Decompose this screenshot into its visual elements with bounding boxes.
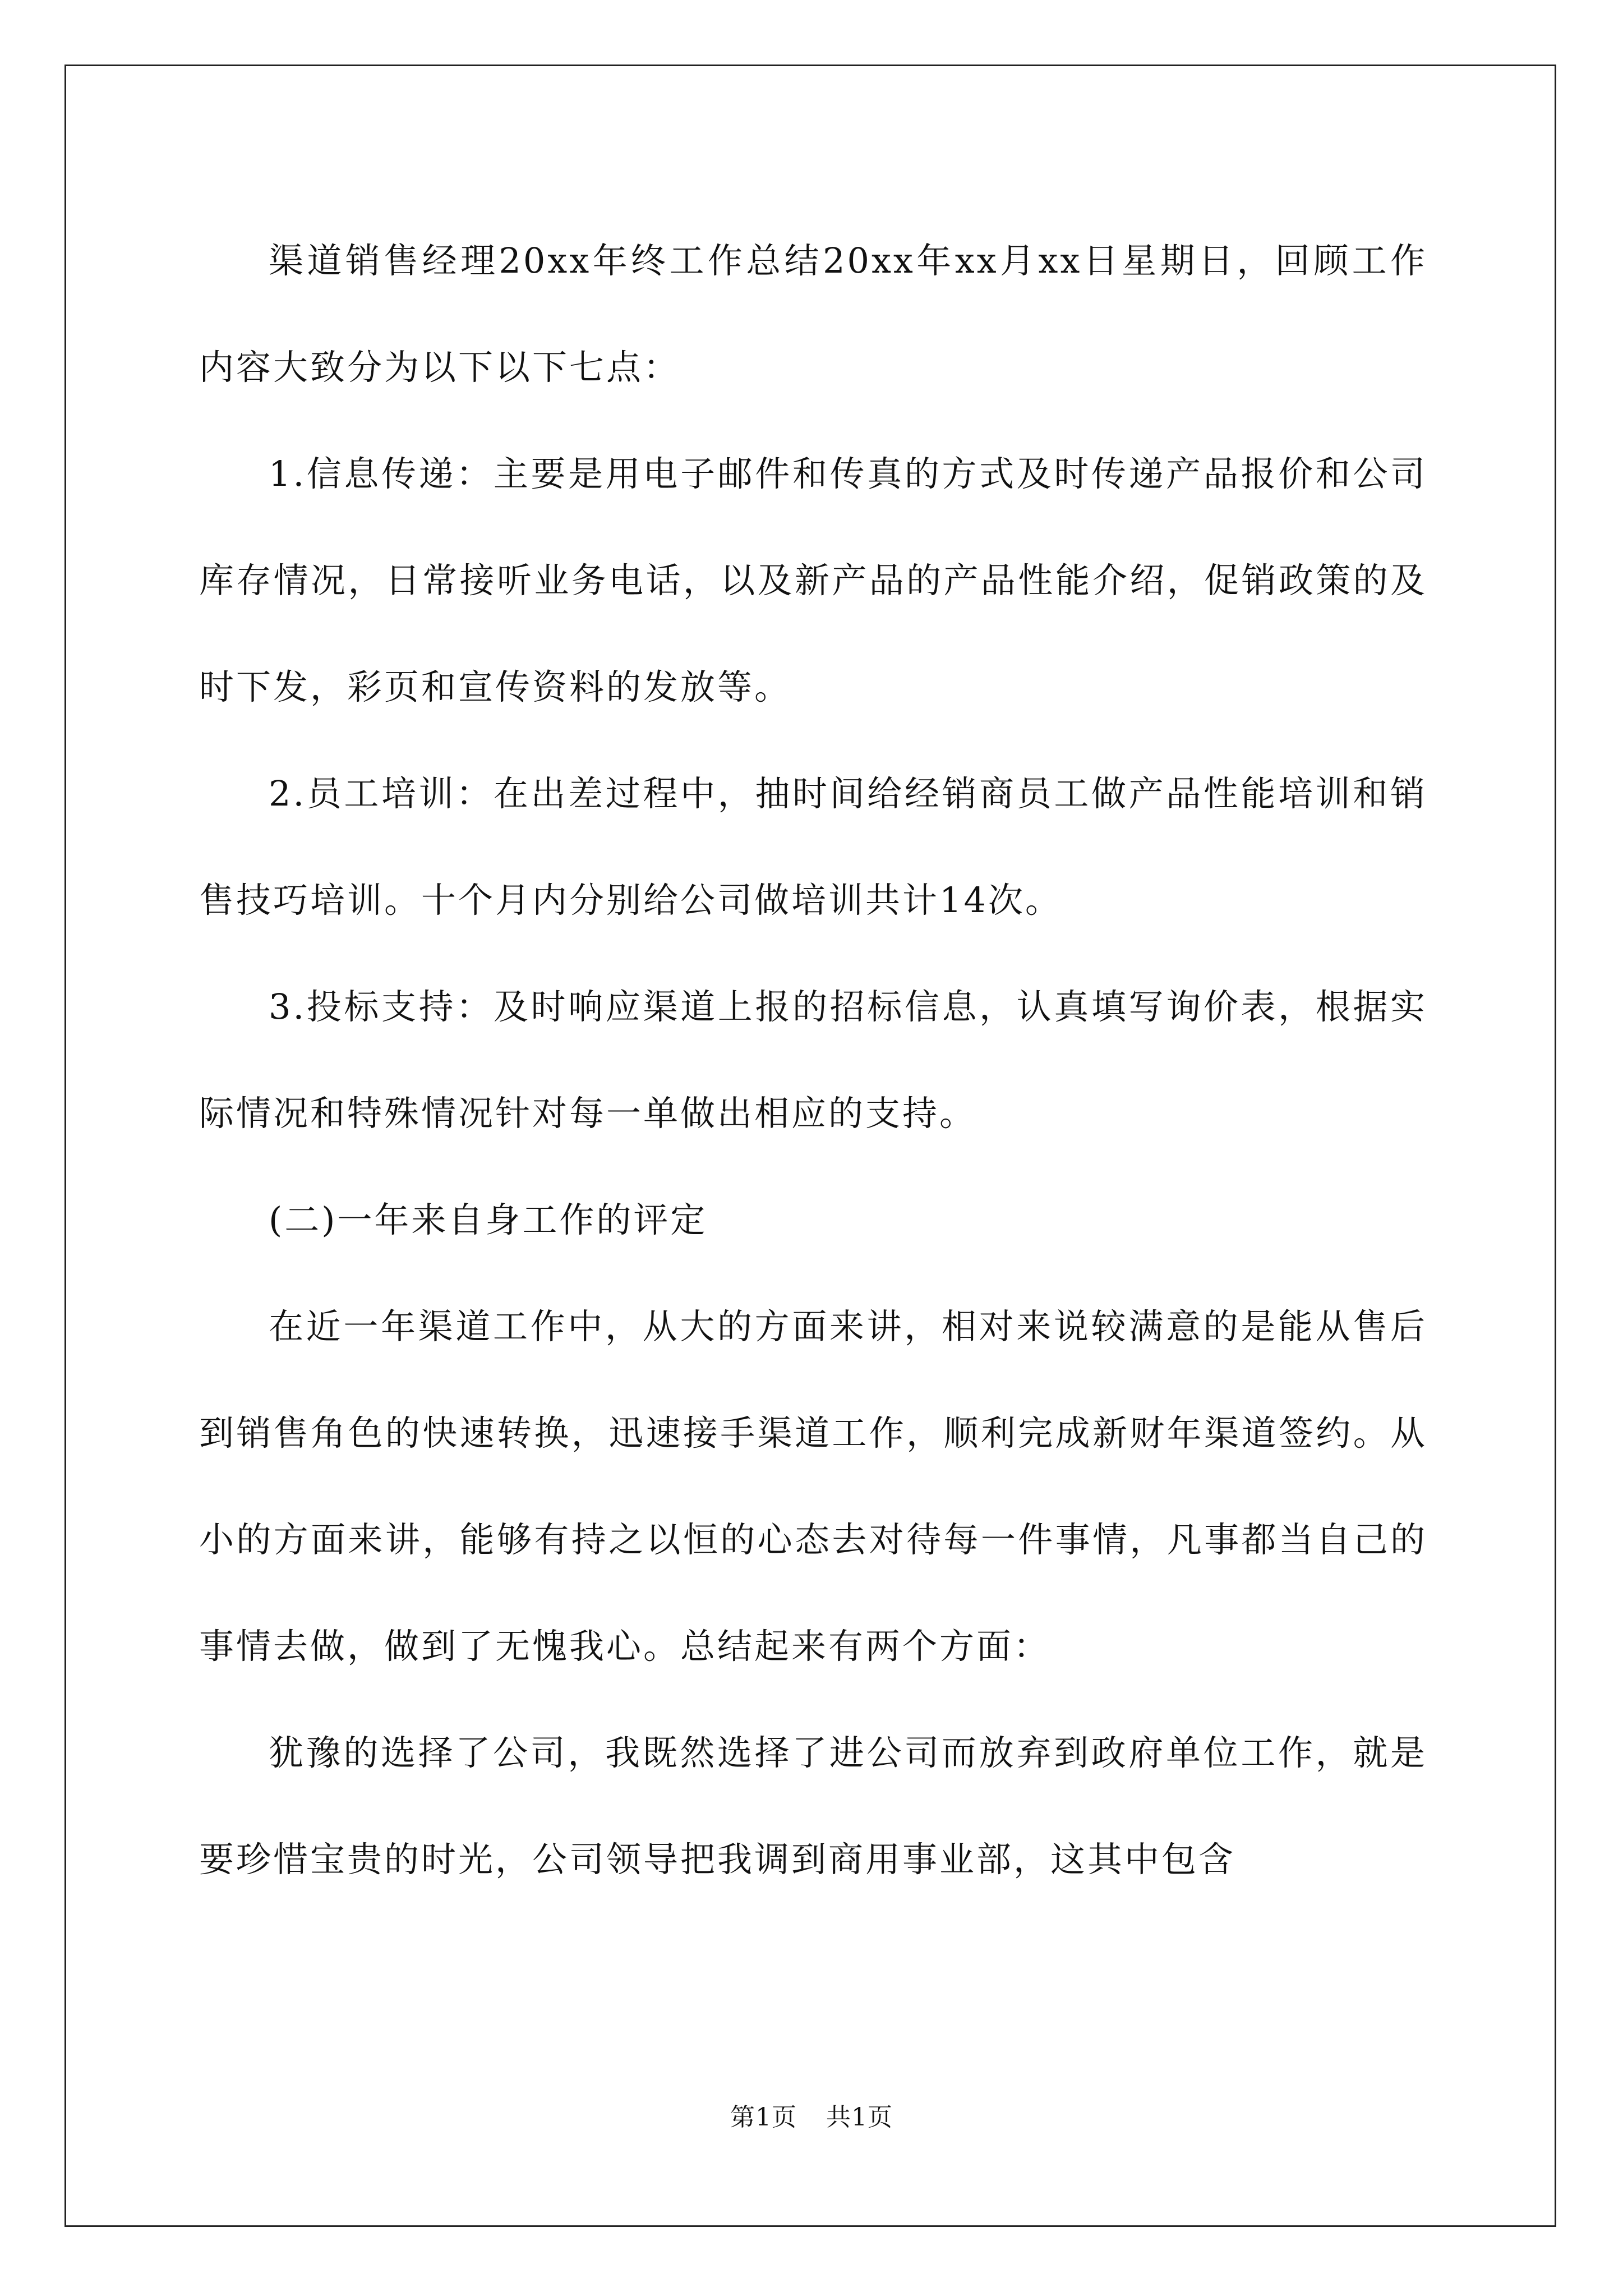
paragraph-choice: 犹豫的选择了公司，我既然选择了进公司而放弃到政府单位工作，就是要珍惜宝贵的时光，公司领导把我调到商用事业部，这其中包含 [199,1732,1427,1880]
page-number: 第1页 [730,2103,797,2132]
paragraph-item-2: 2.员工培训：在出差过程中，抽时间给经销商员工做产品性能培训和销售技巧培训。十个月内分别给公司做培训共计14次。 [199,773,1427,921]
document-body [199,208,1427,1913]
section-heading: (二)一年来自身工作的评定 [269,1199,708,1240]
paragraph-intro: 渠道销售经理20xx年终工作总结20xx年xx月xx日星期日，回顾工作内容大致分为以下以下七点： [199,240,1427,388]
paragraph-item-1: 1.信息传递：主要是用电子邮件和传真的方式及时传递产品报价和公司库存情况，日常接听业务电话，以及新产品的产品性能介绍，促销政策的及时下发，彩页和宣传资料的发放等。 [199,453,1427,707]
page-total: 共1页 [826,2103,893,2132]
page-footer [0,2101,1623,2134]
paragraph-evaluation: 在近一年渠道工作中，从大的方面来讲，相对来说较满意的是能从售后到销售角色的快速转换，迅速接手渠道工作，顺利完成新财年渠道签约。从小的方面来讲，能够有持之以恒的心态去对待每一件事情，凡事都当自己的事情去做，做到了无愧我心。总结起来有两个方面： [199,1306,1427,1667]
paragraph-item-3: 3.投标支持：及时响应渠道上报的招标信息，认真填写询价表，根据实际情况和特殊情况针对每一单做出相应的支持。 [199,986,1427,1134]
